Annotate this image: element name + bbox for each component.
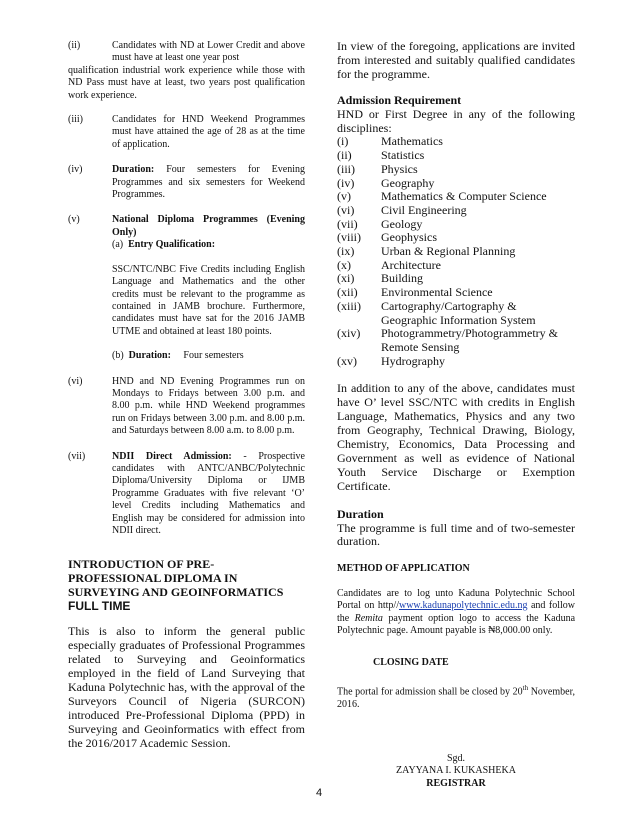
method-text: payment option logo to access the Kaduna Polytechnic page. Amount payable is ₦8,000.00 only.: [337, 612, 576, 636]
discipline-name: Geology: [381, 216, 423, 231]
admission-title: Admission Requirement: [337, 92, 462, 107]
method-paragraph: [337, 588, 575, 638]
method-text: and follow the: [337, 600, 575, 624]
discipline-item: [337, 286, 575, 300]
discipline-number: (xii): [337, 285, 358, 300]
entry-qualification-text: SSC/NTC/NBC Five Credits including English Language and Mathematics and the other credits must be relevant to the programme as contained in JAMB brochure. Furthermore, candidates must have sat for the 2016 JAMB UTME and obtained at least 180 points.: [112, 263, 305, 337]
item-text: [112, 164, 305, 201]
discipline-name: Architecture: [381, 257, 441, 272]
list-item: [68, 114, 305, 151]
discipline-name: Statistics: [381, 148, 425, 163]
discipline-number: (ii): [337, 148, 352, 163]
discipline-item: [337, 355, 575, 369]
method-text: Candidates are to log unto Kaduna Polytechnic School Portal on http//: [337, 587, 575, 612]
section-heading: [68, 557, 305, 613]
discipline-number: (iv): [337, 175, 355, 190]
item-text: Candidates with ND at Lower Credit and above must have at least one year post: [112, 40, 305, 64]
sub-label-letter: (b): [112, 350, 124, 362]
item-number: (ii): [68, 40, 81, 51]
admission-intro: HND or First Degree in any of the following disciplines:: [337, 106, 575, 135]
discipline-number: (xi): [337, 271, 355, 286]
heading-line-sans: FULL TIME: [68, 599, 131, 614]
closing-superscript: th: [522, 683, 529, 692]
discipline-item: [337, 218, 575, 232]
closing-paragraph: [337, 682, 575, 711]
discipline-number: (xv): [337, 353, 357, 368]
sub-item-label: [112, 350, 244, 362]
list-item: [68, 451, 305, 538]
sub-item: [68, 350, 305, 362]
discipline-name: Physics: [381, 161, 418, 176]
item-number: (iii): [68, 114, 83, 126]
sub-label-bold: Duration:: [128, 350, 171, 362]
discipline-item: [337, 300, 575, 327]
discipline-number: (v): [337, 189, 351, 204]
discipline-number: (i): [337, 134, 349, 149]
discipline-item: [337, 177, 575, 191]
list-item: [68, 214, 305, 239]
sub-label-letter: (a): [112, 239, 124, 251]
sub-item: [68, 239, 305, 251]
discipline-name: Urban & Regional Planning: [381, 244, 516, 259]
disciplines-list: [337, 135, 575, 368]
item-number: (v): [68, 214, 80, 226]
sub-label-bold: Entry Qualification:: [128, 239, 216, 251]
signatory-name: ZAYYANA I. KUKASHEKA: [396, 765, 516, 777]
item-body: Four semesters for Evening Programmes and six semesters for Weekend Programmes.: [112, 164, 305, 201]
discipline-item: [337, 259, 575, 273]
item-text: Candidates for HND Weekend Programmes must have attained the age of 28 as at the time of application.: [112, 114, 305, 150]
discipline-name: Mathematics: [381, 134, 443, 149]
discipline-item: [337, 135, 575, 149]
intro-paragraph: This is also to inform the general public especially graduates of Professional Programmes related to Surveying and Geoinformatics employed in the field of Land Surveying that Kaduna Polytechnic has, with the approval of the Surveyors Council of Nigeria (SURCON) introduced Pre-Professional Diploma (PPD) in Surveying and Geoinformatics with effect from the 2016/2017 Academic Session.: [68, 624, 305, 750]
discipline-name: Hydrography: [381, 353, 445, 368]
heading-line: INTRODUCTION OF PRE-PROFESSIONAL DIPLOMA IN SURVEYING AND GEOINFORMATICS: [68, 557, 284, 600]
discipline-number: (x): [337, 257, 351, 272]
signatory-office: REGISTRAR: [426, 777, 486, 789]
discipline-name: Cartography/Cartography & Geographic Information System: [381, 298, 536, 327]
discipline-name: Civil Engineering: [381, 202, 467, 217]
item-bold-label: Duration:: [112, 164, 155, 176]
item-text: [112, 451, 305, 538]
closing-text: November, 2016.: [337, 686, 576, 710]
duration-text: The programme is full time and of two-semester duration.: [337, 520, 575, 549]
discipline-number: (vi): [337, 202, 355, 217]
discipline-number: (xiv): [337, 326, 361, 341]
item-heading: National Diploma Programmes (Evening Only): [112, 214, 305, 238]
remita-text: Remita: [354, 612, 383, 624]
list-item: [68, 376, 305, 438]
closing-text: The portal for admission shall be closed by 20: [337, 686, 523, 698]
discipline-item: [337, 149, 575, 163]
discipline-item: [337, 327, 575, 354]
discipline-name: Environmental Science: [381, 285, 493, 300]
discipline-number: (viii): [337, 230, 361, 245]
sub-item-label: [112, 239, 215, 251]
foregoing-paragraph: In view of the foregoing, applications are invited from interested and suitably qualified candidates for the programme.: [337, 39, 575, 81]
discipline-item: [337, 190, 575, 204]
item-body: - Prospective candidates with ANTC/ANBC/Polytechnic Diploma/University Diploma or IJMB Programme Graduates with five relevant ‘O’ level Credits including Mathematics and English may be considered for admission into NDII direct.: [112, 450, 305, 536]
sub-duration-text: Four semesters: [183, 350, 244, 362]
method-title: METHOD OF APPLICATION: [337, 563, 470, 575]
item-number: (vi): [68, 375, 83, 387]
discipline-number: (iii): [337, 161, 355, 176]
discipline-name: Mathematics & Computer Science: [381, 189, 547, 204]
discipline-number: (ix): [337, 244, 355, 259]
signature-sgd: Sgd.: [446, 752, 466, 764]
left-column: [68, 40, 305, 751]
discipline-name: Geophysics: [381, 230, 437, 245]
page-number: 4: [315, 787, 323, 799]
discipline-number: (xiii): [337, 298, 361, 313]
addition-paragraph: In addition to any of the above, candidates must have O’ level SSC/NTC with credits in English Language, Mathematics, Physics and any two from Geography, Technical Drawing, Biology, Chemistry, Economics, Data Processing and Government as well as evidence of National Youth Service Discharge or Exemption Certificate.: [337, 381, 575, 493]
discipline-item: [337, 272, 575, 286]
item-number: (vii): [68, 450, 86, 462]
discipline-name: Photogrammetry/Photogrammetry & Remote Sensing: [381, 326, 558, 354]
duration-title: Duration: [337, 506, 384, 521]
discipline-name: Geography: [381, 175, 435, 190]
portal-link[interactable]: www.kadunapolytechnic.edu.ng: [398, 600, 528, 612]
list-item: [68, 164, 305, 201]
right-column: [337, 40, 575, 790]
item-text-continuation: qualification industrial work experience while those with ND Pass must have at least, two years post qualification work experience.: [68, 64, 305, 101]
sub-item: [68, 264, 305, 338]
item-number: (iv): [68, 164, 83, 176]
discipline-name: Building: [381, 271, 424, 286]
discipline-number: (vii): [337, 216, 358, 231]
item-text: HND and ND Evening Programmes run on Mondays to Fridays between 3.00 p.m. and 8.00 p.m. while HND Weekend programmes run on Fridays between 3.00 p.m. and 8.00 p.m. and Saturdays between 8.00 a.m. to 8.00 p.m.: [112, 375, 305, 437]
list-item: [68, 40, 305, 65]
discipline-item: [337, 163, 575, 177]
discipline-item: [337, 231, 575, 245]
item-bold-label: NDII Direct Admission:: [112, 450, 232, 462]
closing-title: CLOSING DATE: [373, 657, 449, 669]
discipline-item: [337, 204, 575, 218]
discipline-item: [337, 245, 575, 259]
